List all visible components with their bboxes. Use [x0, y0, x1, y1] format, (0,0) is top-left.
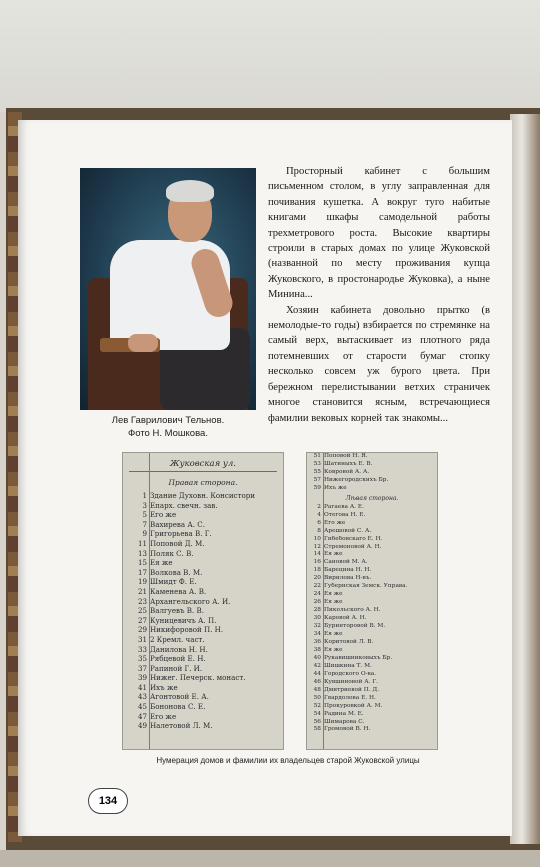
- house-number: 29: [137, 625, 147, 635]
- scan-bottom: [0, 850, 540, 867]
- house-number: 12: [313, 543, 321, 550]
- document-row: [123, 616, 283, 626]
- document-row: [307, 647, 437, 655]
- document-row: [307, 671, 437, 679]
- body-text: [268, 164, 490, 426]
- document-row: [307, 623, 437, 631]
- house-number: 17: [137, 567, 147, 577]
- house-number: 23: [137, 596, 147, 606]
- house-number: 1: [142, 491, 147, 500]
- owner-name: Ихъ же: [324, 484, 347, 491]
- owner-name: Каменева А. В.: [150, 586, 207, 596]
- house-number: 26: [313, 599, 321, 606]
- house-number: 9: [142, 529, 147, 539]
- owner-name: Громовой В. Н.: [324, 726, 371, 733]
- owner-name: Шатиныхъ Е. В.: [324, 460, 373, 467]
- house-number: 22: [313, 583, 321, 590]
- owner-name: Шишкина Т. М.: [324, 662, 372, 669]
- house-number: 20: [313, 575, 321, 582]
- owner-name: Пикольского А. Н.: [324, 607, 381, 614]
- house-number: 45: [137, 702, 147, 712]
- house-number: 50: [313, 694, 321, 701]
- document-rows: [123, 491, 283, 731]
- owner-name: Губернская Земск. Управа.: [324, 583, 408, 590]
- house-number: 35: [137, 654, 147, 664]
- house-number: 48: [313, 686, 321, 693]
- house-number: 27: [137, 615, 147, 625]
- house-number: 13: [137, 548, 147, 558]
- page-number: 134: [88, 788, 128, 814]
- owner-name: Городского О-ва.: [324, 670, 377, 677]
- owner-name: Рагаева А. Е.: [324, 503, 364, 510]
- archive-document-right: [306, 452, 438, 750]
- document-side-label: Лѣвая сторона.: [345, 494, 399, 502]
- owner-name: Сановой М. А.: [324, 559, 368, 566]
- owner-name: Стремоновой А. Н.: [324, 543, 382, 550]
- document-row: [307, 477, 437, 485]
- document-row: [307, 695, 437, 703]
- document-row: [307, 591, 437, 599]
- owner-name: 2 Кремл. част.: [150, 634, 205, 644]
- owner-name: Ковровой А. А.: [324, 468, 370, 475]
- document-row: [123, 539, 283, 549]
- house-number: 58: [313, 726, 321, 733]
- document-row: [307, 679, 437, 687]
- document-row: [307, 453, 437, 461]
- document-row: [307, 536, 437, 544]
- house-number: 56: [313, 718, 321, 725]
- house-number: 11: [137, 538, 147, 548]
- owner-name: Гибебовскаго Е. Н.: [324, 535, 383, 542]
- document-row: [123, 577, 283, 587]
- house-number: 8: [317, 527, 321, 534]
- owner-name: Куницевичъ А. П.: [150, 615, 217, 625]
- owner-name: Нижег. Печерск. монаст.: [150, 673, 246, 683]
- document-row: [123, 568, 283, 578]
- owner-name: Поповой Д. М.: [150, 538, 205, 548]
- owner-name: Поповой Н. Я.: [324, 453, 368, 459]
- document-row: [123, 635, 283, 645]
- archive-document-left: [122, 452, 284, 750]
- house-number: 24: [313, 591, 321, 598]
- document-row: [307, 504, 437, 512]
- document-row: [123, 558, 283, 568]
- document-row: [307, 711, 437, 719]
- photo-caption: [80, 414, 256, 440]
- document-row: [123, 529, 283, 539]
- owner-name: Радина М. Е.: [324, 710, 364, 717]
- document-row: [307, 703, 437, 711]
- owner-name: Ея же: [324, 591, 343, 598]
- house-number: 41: [137, 682, 147, 692]
- column-rule: [323, 453, 324, 749]
- document-row: [123, 501, 283, 511]
- caption-line-1: Лев Гаврилович Тельнов.: [111, 415, 225, 426]
- document-row: [123, 597, 283, 607]
- owner-name: Никифоровой П. Н.: [150, 625, 224, 635]
- owner-name: Каровой А. Н.: [324, 615, 367, 622]
- house-number: 59: [313, 484, 321, 491]
- house-number: 38: [313, 646, 321, 653]
- column-rule: [149, 453, 150, 749]
- owner-name: Ихъ же: [150, 682, 178, 692]
- document-side-label: Правая сторона.: [168, 478, 238, 487]
- document-rows-top: [307, 453, 437, 493]
- document-row: [307, 615, 437, 623]
- house-number: 16: [313, 559, 321, 566]
- house-number: 3: [142, 500, 147, 510]
- house-number: 54: [313, 710, 321, 717]
- document-row: [123, 606, 283, 616]
- house-number: 28: [313, 607, 321, 614]
- document-header: Жуковская ул.: [170, 459, 236, 469]
- owner-name: Архангельского А. И.: [150, 596, 231, 606]
- owner-name: Гвардолова Е. Н.: [324, 694, 376, 701]
- header-rule: [129, 471, 277, 472]
- document-row: [123, 510, 283, 520]
- house-number: 10: [313, 535, 321, 542]
- house-number: 43: [137, 692, 147, 702]
- owner-name: Ея же: [324, 646, 343, 653]
- owner-name: Григорьева В. Г.: [150, 529, 212, 539]
- document-row: [123, 587, 283, 597]
- owner-name: Вирилова Н-въ.: [324, 575, 372, 582]
- figure-caption: Нумерация домов и фамилии их владельцев старой Жуковской улицы: [156, 756, 420, 765]
- owner-name: Налетовой Л. М.: [150, 721, 213, 731]
- owner-name: Агонтовой Е. А.: [150, 692, 209, 702]
- document-row: [307, 520, 437, 528]
- document-row: [123, 654, 283, 664]
- document-row: [307, 559, 437, 567]
- owner-name: Кувшиновой А. Г.: [324, 678, 378, 685]
- owner-name: Даниловa Н. Н.: [150, 644, 208, 654]
- house-number: 6: [317, 519, 321, 526]
- house-number: 2: [317, 503, 321, 510]
- document-row: [307, 687, 437, 695]
- owner-name: Шимарова С.: [324, 718, 365, 725]
- document-row: [123, 625, 283, 635]
- owner-name: Барецина Н. Н.: [324, 567, 372, 574]
- document-row: [307, 575, 437, 583]
- scan-background: [0, 0, 540, 112]
- owner-name: Отегова Н. Е.: [324, 511, 366, 518]
- document-row: [123, 712, 283, 722]
- document-rows-bottom: [307, 504, 437, 735]
- book-page: [18, 120, 512, 836]
- house-number: 42: [313, 662, 321, 669]
- document-row: [307, 607, 437, 615]
- owner-name: Рукавишниковыхъ Бр.: [324, 654, 393, 661]
- house-number: 57: [313, 476, 321, 483]
- house-number: 14: [313, 551, 321, 558]
- document-row: [307, 567, 437, 575]
- document-row: [307, 655, 437, 663]
- hand-shape: [128, 334, 158, 352]
- document-row: [307, 469, 437, 477]
- document-row: [307, 583, 437, 591]
- document-row: [307, 719, 437, 727]
- owner-name: Его же: [150, 510, 177, 520]
- house-number: 49: [137, 721, 147, 731]
- house-number: 51: [313, 453, 321, 459]
- house-number: 31: [137, 634, 147, 644]
- house-number: 44: [313, 670, 321, 677]
- document-row: [123, 520, 283, 530]
- hair-shape: [166, 180, 214, 202]
- house-number: 36: [313, 638, 321, 645]
- house-number: 30: [313, 615, 321, 622]
- owner-name: Шмидт Ф. Е.: [150, 577, 197, 587]
- house-number: 19: [137, 577, 147, 587]
- house-number: 47: [137, 711, 147, 721]
- owner-name: Ея же: [324, 551, 343, 558]
- document-row: [307, 485, 437, 493]
- house-number: 32: [313, 623, 321, 630]
- owner-name: Епарх. свечн. зав.: [150, 500, 218, 510]
- portrait-photo: [80, 168, 256, 410]
- owner-name: Волкова В. М.: [150, 567, 203, 577]
- house-number: 46: [313, 678, 321, 685]
- document-row: [123, 645, 283, 655]
- owner-name: Поляк С. В.: [150, 548, 194, 558]
- book-right-edge: [510, 114, 540, 844]
- house-number: 18: [313, 567, 321, 574]
- owner-name: Его же: [150, 711, 177, 721]
- house-number: 34: [313, 631, 321, 638]
- document-row: [307, 551, 437, 559]
- house-number: 55: [313, 468, 321, 475]
- house-number: 37: [137, 663, 147, 673]
- house-number: 39: [137, 673, 147, 683]
- document-row: [123, 549, 283, 559]
- paragraph-1: Просторный кабинет с большим письменном столом, в углу заправленная для почивания кушетка. А вокруг туго набитые книгами шкафы самодельной работы трехметрового роста. Высокие квартиры строили в старых домах по улице Жуковской (названной по месту проживания купца Жуковского, в простонародье Жуковка), а ныне Минина...: [268, 166, 490, 301]
- document-row: [307, 528, 437, 536]
- document-row: [123, 721, 283, 731]
- document-row: [123, 702, 283, 712]
- owner-name: Арешовой С. А.: [324, 527, 372, 534]
- document-row: [307, 726, 437, 734]
- document-row: [307, 631, 437, 639]
- document-row: [307, 461, 437, 469]
- house-number: 21: [137, 586, 147, 596]
- document-row: [123, 491, 283, 501]
- document-row: [307, 639, 437, 647]
- house-number: 33: [137, 644, 147, 654]
- house-number: 40: [313, 654, 321, 661]
- paragraph-2: Хозяин кабинета довольно прытко (в немолодые-то годы) взбирается по стремянке на самый верх, вытаскивает из плотного ряда потемневших от старости бумаг стопку несколько совсем уж бурого цвета. При бережном перелистывании ветхих страничек многое становится ясным, встречающиеся фамилии вековых корней так знакомы...: [268, 304, 490, 424]
- owner-name: Нижегородскихъ Бр.: [324, 476, 389, 483]
- owner-name: Прокуровкой А. М.: [324, 702, 383, 709]
- document-row: [307, 663, 437, 671]
- caption-line-2: Фото Н. Мошкова.: [128, 428, 208, 439]
- owner-name: Его же: [324, 519, 346, 526]
- document-row: [307, 512, 437, 520]
- owner-name: Вахирева А. С.: [150, 519, 205, 529]
- document-row: [123, 673, 283, 683]
- house-number: 15: [137, 558, 147, 568]
- house-number: 4: [317, 511, 321, 518]
- owner-name: Буринторовой В. М.: [324, 623, 386, 630]
- owner-name: Здание Духовн. Консистори: [150, 491, 255, 500]
- house-number: 5: [142, 510, 147, 520]
- house-number: 25: [137, 606, 147, 616]
- owner-name: Ея же: [324, 599, 343, 606]
- document-row: [307, 544, 437, 552]
- document-row: [123, 692, 283, 702]
- document-row: [123, 683, 283, 693]
- document-row: [123, 664, 283, 674]
- house-number: 7: [142, 519, 147, 529]
- owner-name: Дмитриевой П. Д.: [324, 686, 380, 693]
- document-row: [307, 599, 437, 607]
- house-number: 53: [313, 460, 321, 467]
- owner-name: Рапиной Г. И.: [150, 663, 203, 673]
- owner-name: Валгуевъ В. В.: [150, 606, 204, 616]
- owner-name: Ея же: [324, 631, 343, 638]
- house-number: 52: [313, 702, 321, 709]
- owner-name: Коритовой Л. В.: [324, 638, 374, 645]
- owner-name: Ея же: [150, 558, 173, 568]
- owner-name: Рябцевой Е. Н.: [150, 654, 206, 664]
- owner-name: Бононова С. Е.: [150, 702, 206, 712]
